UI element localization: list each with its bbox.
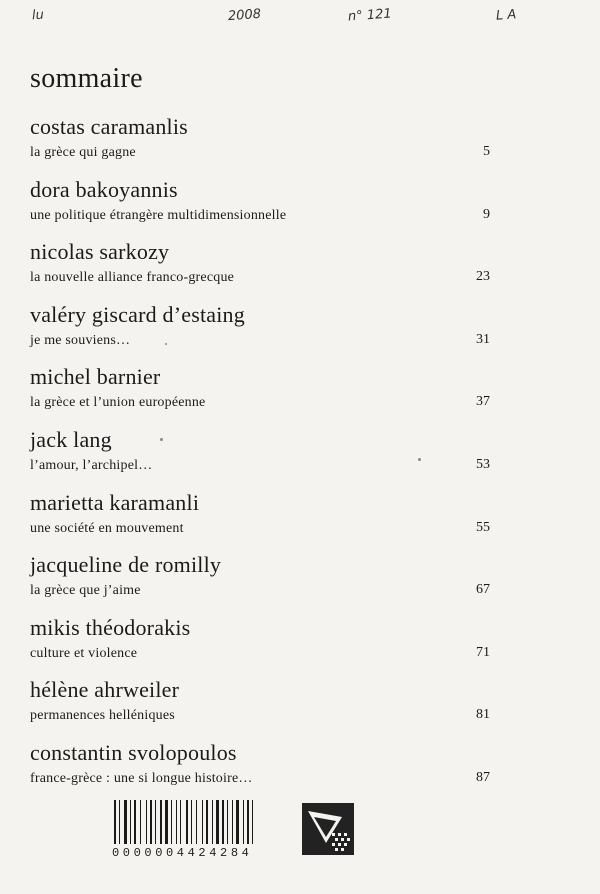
toc-entry <box>30 552 490 615</box>
barcode-digits: 0000004424284 <box>112 846 253 860</box>
barcode-bar <box>202 800 203 844</box>
barcode-bar <box>176 800 177 844</box>
handwritten-issue: n° 121 <box>347 6 393 25</box>
barcode-bar <box>206 800 208 844</box>
entry-author: hélène ahrweiler <box>30 677 180 703</box>
barcode-bar <box>252 800 253 844</box>
toc-entry <box>30 490 490 553</box>
entry-page-number: 9 <box>483 206 490 222</box>
barcode-bar <box>186 800 188 844</box>
entry-subtitle: la nouvelle alliance franco-grecque <box>30 270 235 286</box>
barcode-bar <box>165 800 168 844</box>
toc-entry <box>30 114 490 177</box>
entry-subtitle: l’amour, l’archipel… <box>30 457 153 473</box>
entry-page-number: 53 <box>476 456 490 472</box>
page-title: sommaire <box>30 62 143 94</box>
entry-subtitle: je me souviens… <box>30 332 131 348</box>
barcode <box>112 800 288 862</box>
entry-author: jacqueline de romilly <box>30 552 222 578</box>
entry-page-number: 5 <box>483 144 490 159</box>
entry-page-number: 23 <box>476 269 490 285</box>
entry-author: mikis théodorakis <box>30 614 191 640</box>
entry-author: jack lang <box>30 426 112 452</box>
barcode-bar <box>124 800 127 844</box>
publisher-logo-icon <box>302 803 354 855</box>
entry-author: marietta karamanli <box>30 489 200 515</box>
entry-subtitle: culture et violence <box>30 645 138 661</box>
handwritten-note: lu <box>31 7 45 24</box>
toc-entry <box>30 177 490 240</box>
paper-speck <box>160 438 163 441</box>
entry-author: dora bakoyannis <box>30 176 178 202</box>
barcode-bar <box>119 800 120 844</box>
barcode-bar <box>222 800 224 844</box>
entry-author: constantin svolopoulos <box>30 739 237 765</box>
entry-subtitle: une politique étrangère multidimensionnelle <box>30 207 287 223</box>
barcode-bar <box>134 800 136 844</box>
entry-subtitle: une société en mouvement <box>30 520 184 536</box>
barcode-bar <box>146 800 147 844</box>
toc-entry <box>30 427 490 490</box>
barcode-bar <box>140 800 141 844</box>
toc-entry <box>30 740 490 803</box>
entry-subtitle: permanences helléniques <box>30 708 175 724</box>
entry-subtitle: la grèce et l’union européenne <box>30 395 206 411</box>
toc-entry <box>30 239 490 302</box>
barcode-bar <box>196 800 197 844</box>
entry-page-number: 81 <box>476 707 490 723</box>
entry-page-number: 55 <box>476 519 490 535</box>
barcode-bar <box>155 800 156 844</box>
toc-entry <box>30 615 490 678</box>
table-of-contents <box>30 114 490 803</box>
entry-subtitle: la grèce qui gagne <box>30 145 136 160</box>
barcode-bar <box>171 800 172 844</box>
handwritten-year: 2008 <box>227 6 262 25</box>
barcode-bar <box>150 800 152 844</box>
toc-entry <box>30 302 490 365</box>
entry-page-number: 67 <box>476 582 490 598</box>
entry-page-number: 37 <box>476 394 490 410</box>
entry-author: michel barnier <box>30 364 161 390</box>
entry-author: nicolas sarkozy <box>30 239 170 265</box>
entry-page-number: 71 <box>476 644 490 660</box>
barcode-bar <box>130 800 131 844</box>
barcode-bars <box>112 800 288 844</box>
handwritten-mark: L A <box>495 7 517 24</box>
entry-author: valéry giscard d’estaing <box>30 301 245 327</box>
toc-entry <box>30 364 490 427</box>
barcode-bar <box>191 800 192 844</box>
barcode-bar <box>236 800 239 844</box>
paper-speck <box>418 458 421 461</box>
toc-entry <box>30 677 490 740</box>
barcode-bar <box>160 800 162 844</box>
barcode-bar <box>227 800 228 844</box>
barcode-bar <box>243 800 244 844</box>
barcode-bar <box>247 800 249 844</box>
entry-page-number: 87 <box>476 769 490 785</box>
entry-author: costas caramanlis <box>30 114 188 139</box>
entry-subtitle: france-grèce : une si longue histoire… <box>30 770 253 786</box>
entry-subtitle: la grèce que j’aime <box>30 583 141 599</box>
barcode-bar <box>114 800 116 844</box>
barcode-bar <box>212 800 213 844</box>
barcode-bar <box>232 800 233 844</box>
entry-page-number: 31 <box>476 331 490 347</box>
barcode-bar <box>216 800 219 844</box>
barcode-bar <box>180 800 181 844</box>
paper-speck <box>165 343 167 345</box>
